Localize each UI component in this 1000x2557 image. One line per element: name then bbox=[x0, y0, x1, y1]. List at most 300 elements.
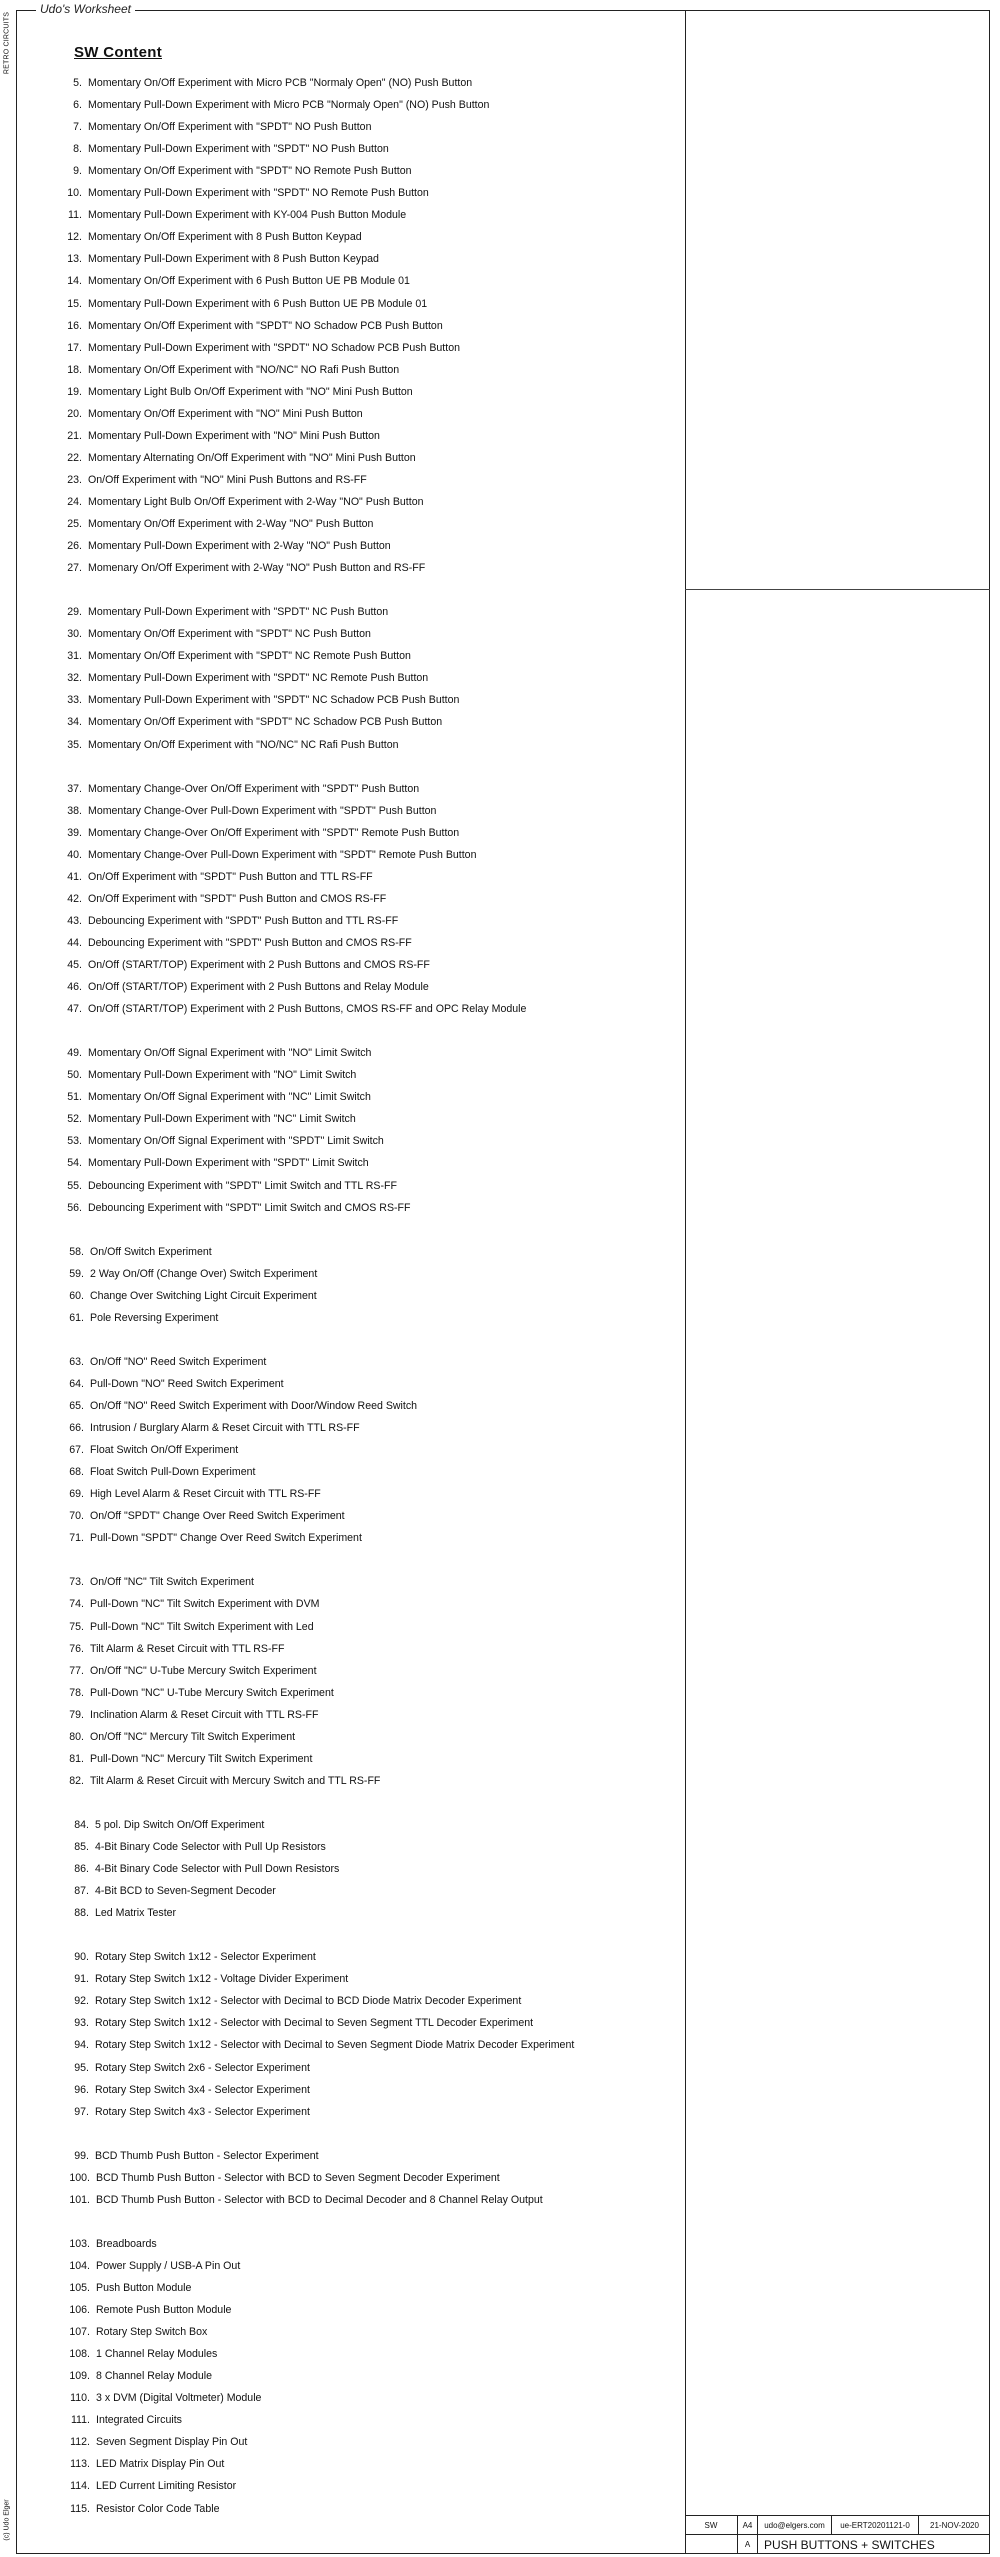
list-item-text: 4-Bit BCD to Seven-Segment Decoder bbox=[95, 1885, 276, 1897]
list-item-number: 9. bbox=[73, 165, 82, 177]
list-item-number: 6. bbox=[73, 99, 82, 111]
list-item-number: 59. bbox=[69, 1268, 84, 1280]
list-item bbox=[67, 540, 391, 552]
list-item-text: Pull-Down "NO" Reed Switch Experiment bbox=[90, 1378, 284, 1390]
list-item-text: Momentary On/Off Experiment with Micro PCB "Normaly Open" (NO) Push Button bbox=[88, 77, 473, 89]
list-item bbox=[69, 1422, 360, 1434]
list-item bbox=[69, 1753, 313, 1765]
list-item-number: 41. bbox=[67, 871, 82, 883]
list-item-number: 13. bbox=[67, 253, 82, 265]
list-item-text: Momentary Pull-Down Experiment with "SPDT" NO Remote Push Button bbox=[88, 187, 429, 199]
list-item-number: 87. bbox=[74, 1885, 89, 1897]
list-item-number: 39. bbox=[67, 827, 82, 839]
list-item bbox=[67, 496, 424, 508]
list-item-number: 93. bbox=[74, 2017, 89, 2029]
list-item bbox=[74, 1995, 522, 2007]
list-item-text: Rotary Step Switch 1x12 - Selector with Decimal to Seven Segment TTL Decoder Experiment bbox=[95, 2017, 534, 2029]
list-item-text: Debouncing Experiment with "SPDT" Limit Switch and TTL RS-FF bbox=[88, 1180, 397, 1192]
list-item-number: 37. bbox=[67, 783, 82, 795]
list-item-number: 77. bbox=[69, 1665, 84, 1677]
list-item-number: 49. bbox=[67, 1047, 82, 1059]
list-item-number: 52. bbox=[67, 1113, 82, 1125]
list-item-number: 63. bbox=[69, 1356, 84, 1368]
list-item bbox=[67, 628, 371, 640]
list-item-text: Pull-Down "NC" Tilt Switch Experiment with DVM bbox=[90, 1598, 320, 1610]
list-item-text: Tilt Alarm & Reset Circuit with TTL RS-FF bbox=[90, 1643, 285, 1655]
list-item-text: Momentary Pull-Down Experiment with "SPDT" NC Push Button bbox=[88, 606, 389, 618]
list-item-number: 75. bbox=[69, 1621, 84, 1633]
list-item-number: 20. bbox=[67, 408, 82, 420]
right-column-rule bbox=[685, 589, 990, 590]
list-item-text: Momentary On/Off Experiment with "NO/NC" NC Rafi Push Button bbox=[88, 739, 399, 751]
list-item bbox=[70, 2458, 225, 2470]
list-item-number: 10. bbox=[67, 187, 82, 199]
list-item bbox=[69, 2172, 500, 2184]
list-item-text: LED Current Limiting Resistor bbox=[96, 2480, 237, 2492]
list-item bbox=[67, 915, 399, 927]
list-item bbox=[69, 1665, 317, 1677]
list-item bbox=[69, 1444, 239, 1456]
list-item bbox=[67, 452, 416, 464]
list-item-text: 2 Way On/Off (Change Over) Switch Experiment bbox=[90, 1268, 318, 1280]
list-item-text: Inclination Alarm & Reset Circuit with TTL RS-FF bbox=[90, 1709, 319, 1721]
list-item-text: On/Off Experiment with "SPDT" Push Button and CMOS RS-FF bbox=[88, 893, 387, 905]
list-item bbox=[69, 1643, 285, 1655]
list-item-text: Pull-Down "SPDT" Change Over Reed Switch Experiment bbox=[90, 1532, 362, 1544]
list-item bbox=[69, 2370, 213, 2382]
list-item-text: Push Button Module bbox=[96, 2282, 192, 2294]
list-item-number: 76. bbox=[69, 1643, 84, 1655]
list-item bbox=[67, 187, 429, 199]
list-item-number: 32. bbox=[67, 672, 82, 684]
list-item-number: 65. bbox=[69, 1400, 84, 1412]
list-item-number: 100. bbox=[69, 2172, 90, 2184]
tb-code: SW bbox=[704, 2520, 718, 2530]
list-item-text: Momentary Pull-Down Experiment with "SPDT" Limit Switch bbox=[88, 1157, 369, 1169]
list-item-number: 105. bbox=[69, 2282, 90, 2294]
list-item-text: On/Off "NO" Reed Switch Experiment bbox=[90, 1356, 267, 1368]
list-item bbox=[70, 2503, 220, 2515]
list-item-number: 74. bbox=[69, 1598, 84, 1610]
list-item bbox=[69, 2348, 218, 2360]
list-item-text: Rotary Step Switch Box bbox=[96, 2326, 208, 2338]
list-item-text: On/Off "NO" Reed Switch Experiment with Door/Window Reed Switch bbox=[90, 1400, 418, 1412]
list-item-number: 12. bbox=[67, 231, 82, 243]
list-item-number: 22. bbox=[67, 452, 82, 464]
list-item bbox=[67, 231, 362, 243]
list-item-number: 24. bbox=[67, 496, 82, 508]
list-item-number: 111. bbox=[70, 2414, 90, 2426]
list-item-text: Seven Segment Display Pin Out bbox=[96, 2436, 248, 2448]
list-item-text: Pole Reversing Experiment bbox=[90, 1312, 219, 1324]
list-item bbox=[69, 2326, 208, 2338]
list-item bbox=[74, 1841, 326, 1853]
list-item bbox=[74, 1973, 349, 1985]
list-item-number: 67. bbox=[69, 1444, 84, 1456]
list-item-number: 15. bbox=[67, 298, 82, 310]
list-item bbox=[67, 275, 410, 287]
list-item-text: 1 Channel Relay Modules bbox=[96, 2348, 218, 2360]
list-item-number: 26. bbox=[67, 540, 82, 552]
list-item-text: Pull-Down "NC" Mercury Tilt Switch Experiment bbox=[90, 1753, 313, 1765]
list-item-text: Remote Push Button Module bbox=[96, 2304, 232, 2316]
list-item-text: 8 Channel Relay Module bbox=[96, 2370, 213, 2382]
list-item-number: 43. bbox=[67, 915, 82, 927]
list-item bbox=[69, 1775, 381, 1787]
list-item-number: 106. bbox=[69, 2304, 90, 2316]
list-item bbox=[67, 1047, 372, 1059]
list-item bbox=[69, 1268, 318, 1280]
list-item-text: On/Off Experiment with "SPDT" Push Button and TTL RS-FF bbox=[88, 871, 373, 883]
content-title: SW Content bbox=[74, 44, 162, 61]
list-item-text: On/Off (START/TOP) Experiment with 2 Push Buttons and CMOS RS-FF bbox=[88, 959, 430, 971]
list-item bbox=[67, 408, 363, 420]
list-item-text: Momentary Light Bulb On/Off Experiment with "NO" Mini Push Button bbox=[88, 386, 413, 398]
list-item bbox=[67, 1135, 384, 1147]
list-item-number: 56. bbox=[67, 1202, 82, 1214]
tb-email: udo@elgers.com bbox=[757, 2516, 831, 2534]
list-item bbox=[67, 430, 380, 442]
list-item bbox=[74, 1951, 316, 1963]
list-item-text: On/Off (START/TOP) Experiment with 2 Push Buttons, CMOS RS-FF and OPC Relay Module bbox=[88, 1003, 527, 1015]
list-item bbox=[69, 2304, 232, 2316]
list-item-number: 8. bbox=[73, 143, 82, 155]
list-item-text: Momentary On/Off Experiment with 6 Push Button UE PB Module 01 bbox=[88, 275, 410, 287]
list-item bbox=[70, 2436, 248, 2448]
list-item-number: 66. bbox=[69, 1422, 84, 1434]
tb-revision: A bbox=[737, 2535, 757, 2554]
list-item-text: BCD Thumb Push Button - Selector with BCD to Seven Segment Decoder Experiment bbox=[96, 2172, 500, 2184]
list-item bbox=[70, 2414, 182, 2426]
list-item-text: Momentary Change-Over On/Off Experiment with "SPDT" Push Button bbox=[88, 783, 420, 795]
list-item-number: 38. bbox=[67, 805, 82, 817]
list-item-text: On/Off "NC" Tilt Switch Experiment bbox=[90, 1576, 254, 1588]
list-item bbox=[69, 1576, 254, 1588]
list-item bbox=[74, 1863, 340, 1875]
list-item bbox=[67, 694, 460, 706]
list-item bbox=[67, 1091, 371, 1103]
list-item bbox=[74, 2017, 534, 2029]
list-item-number: 109. bbox=[69, 2370, 90, 2382]
list-item-number: 69. bbox=[69, 1488, 84, 1500]
list-item-text: Momentary Pull-Down Experiment with "NO" Mini Push Button bbox=[88, 430, 380, 442]
list-item bbox=[67, 364, 400, 376]
list-item-text: Tilt Alarm & Reset Circuit with Mercury Switch and TTL RS-FF bbox=[90, 1775, 381, 1787]
list-item-text: Momentary Pull-Down Experiment with "NC" Limit Switch bbox=[88, 1113, 356, 1125]
list-item bbox=[69, 2282, 192, 2294]
list-item-number: 101. bbox=[69, 2194, 90, 2206]
list-item bbox=[69, 2194, 543, 2206]
list-item bbox=[73, 121, 372, 133]
list-item bbox=[67, 672, 429, 684]
list-item-number: 16. bbox=[67, 320, 82, 332]
list-item-number: 25. bbox=[67, 518, 82, 530]
list-item bbox=[74, 2106, 310, 2118]
list-item bbox=[69, 1488, 321, 1500]
list-item-number: 79. bbox=[69, 1709, 84, 1721]
list-item-number: 14. bbox=[67, 275, 82, 287]
list-item-text: Rotary Step Switch 4x3 - Selector Experiment bbox=[95, 2106, 310, 2118]
sheet-label: Udo's Worksheet bbox=[36, 2, 135, 16]
list-item-number: 27. bbox=[67, 562, 82, 574]
list-item-text: Momentary Pull-Down Experiment with 2-Way "NO" Push Button bbox=[88, 540, 391, 552]
list-item-text: Momentary On/Off Experiment with 2-Way "NO" Push Button bbox=[88, 518, 374, 530]
list-item bbox=[67, 849, 477, 861]
list-item-text: Change Over Switching Light Circuit Experiment bbox=[90, 1290, 317, 1302]
list-item-number: 55. bbox=[67, 1180, 82, 1192]
list-item-number: 42. bbox=[67, 893, 82, 905]
list-item bbox=[70, 2480, 237, 2492]
list-item-number: 68. bbox=[69, 1466, 84, 1478]
list-item bbox=[67, 386, 413, 398]
list-item-text: Momenary On/Off Experiment with 2-Way "NO" Push Button and RS-FF bbox=[88, 562, 426, 574]
list-item bbox=[67, 1157, 369, 1169]
list-item-number: 80. bbox=[69, 1731, 84, 1743]
tb-blank bbox=[685, 2535, 737, 2554]
list-item-number: 51. bbox=[67, 1091, 82, 1103]
list-item bbox=[69, 1378, 284, 1390]
list-item bbox=[74, 2039, 575, 2051]
list-item-text: Power Supply / USB-A Pin Out bbox=[96, 2260, 241, 2272]
list-item-text: Momentary Pull-Down Experiment with "SPDT" NC Remote Push Button bbox=[88, 672, 429, 684]
list-item-text: Momentary Change-Over Pull-Down Experiment with "SPDT" Push Button bbox=[88, 805, 437, 817]
list-item-number: 71. bbox=[69, 1532, 84, 1544]
list-item-number: 21. bbox=[67, 430, 82, 442]
list-item bbox=[67, 739, 399, 751]
list-item-text: Momentary Pull-Down Experiment with KY-004 Push Button Module bbox=[88, 209, 407, 221]
list-item-number: 88. bbox=[74, 1907, 89, 1919]
list-item-number: 46. bbox=[67, 981, 82, 993]
list-item bbox=[67, 1069, 357, 1081]
list-item-number: 61. bbox=[69, 1312, 84, 1324]
list-item bbox=[74, 2084, 310, 2096]
list-item bbox=[67, 342, 460, 354]
list-item bbox=[73, 143, 389, 155]
list-item-text: Rotary Step Switch 1x12 - Voltage Divider Experiment bbox=[95, 1973, 349, 1985]
list-item-text: High Level Alarm & Reset Circuit with TTL RS-FF bbox=[90, 1488, 321, 1500]
list-item-number: 92. bbox=[74, 1995, 89, 2007]
list-item-number: 29. bbox=[67, 606, 82, 618]
list-item-text: 4-Bit Binary Code Selector with Pull Up Resistors bbox=[95, 1841, 326, 1853]
list-item bbox=[73, 99, 490, 111]
list-item bbox=[67, 650, 411, 662]
list-item-number: 112. bbox=[70, 2436, 90, 2448]
list-item-number: 44. bbox=[67, 937, 82, 949]
list-item bbox=[70, 2392, 262, 2404]
list-item-text: Debouncing Experiment with "SPDT" Limit Switch and CMOS RS-FF bbox=[88, 1202, 411, 1214]
list-item-text: Momentary On/Off Experiment with "SPDT" NC Push Button bbox=[88, 628, 371, 640]
list-item bbox=[67, 893, 387, 905]
list-item-number: 7. bbox=[73, 121, 82, 133]
list-item bbox=[67, 298, 428, 310]
list-item-text: Rotary Step Switch 2x6 - Selector Experiment bbox=[95, 2062, 310, 2074]
list-item bbox=[69, 1400, 418, 1412]
list-item-text: 4-Bit Binary Code Selector with Pull Down Resistors bbox=[95, 1863, 340, 1875]
title-block bbox=[685, 2515, 990, 2554]
list-item-text: 5 pol. Dip Switch On/Off Experiment bbox=[95, 1819, 265, 1831]
list-item bbox=[69, 1312, 219, 1324]
list-item-number: 91. bbox=[74, 1973, 89, 1985]
list-item bbox=[67, 959, 430, 971]
list-item-number: 81. bbox=[69, 1753, 84, 1765]
list-item-text: Momentary On/Off Signal Experiment with "SPDT" Limit Switch bbox=[88, 1135, 384, 1147]
list-item bbox=[67, 716, 443, 728]
list-item bbox=[67, 474, 367, 486]
list-item-text: Momentary Pull-Down Experiment with "SPDT" NO Push Button bbox=[88, 143, 389, 155]
list-item-text: Momentary Pull-Down Experiment with "SPDT" NO Schadow PCB Push Button bbox=[88, 342, 460, 354]
side-label-top: RETRO CIRCUITS bbox=[3, 11, 11, 75]
list-item bbox=[69, 1466, 256, 1478]
list-item-text: Momentary On/Off Signal Experiment with "NO" Limit Switch bbox=[88, 1047, 372, 1059]
list-item bbox=[74, 1819, 265, 1831]
list-item-number: 82. bbox=[69, 1775, 84, 1787]
list-item-text: Momentary Light Bulb On/Off Experiment with 2-Way "NO" Push Button bbox=[88, 496, 424, 508]
list-item-text: Rotary Step Switch 3x4 - Selector Experiment bbox=[95, 2084, 310, 2096]
list-item-number: 53. bbox=[67, 1135, 82, 1147]
list-item-number: 45. bbox=[67, 959, 82, 971]
list-item-text: Momentary Change-Over On/Off Experiment with "SPDT" Remote Push Button bbox=[88, 827, 460, 839]
list-item-text: On/Off "NC" Mercury Tilt Switch Experiment bbox=[90, 1731, 296, 1743]
list-item-number: 70. bbox=[69, 1510, 84, 1522]
list-item-text: Momentary On/Off Experiment with "SPDT" NO Schadow PCB Push Button bbox=[88, 320, 443, 332]
list-item bbox=[67, 562, 426, 574]
list-item-number: 95. bbox=[74, 2062, 89, 2074]
list-item-number: 23. bbox=[67, 474, 82, 486]
list-item bbox=[69, 1356, 267, 1368]
list-item-text: Pull-Down "NC" U-Tube Mercury Switch Experiment bbox=[90, 1687, 334, 1699]
list-item bbox=[67, 1202, 411, 1214]
list-item-text: Float Switch On/Off Experiment bbox=[90, 1444, 239, 1456]
list-item-number: 108. bbox=[69, 2348, 90, 2360]
list-item-number: 50. bbox=[67, 1069, 82, 1081]
list-item bbox=[73, 165, 412, 177]
column-divider bbox=[685, 10, 686, 2554]
list-item-text: Momentary On/Off Experiment with "NO/NC" NO Rafi Push Button bbox=[88, 364, 400, 376]
list-item bbox=[67, 320, 443, 332]
list-item-number: 47. bbox=[67, 1003, 82, 1015]
list-item-number: 31. bbox=[67, 650, 82, 662]
list-item-number: 64. bbox=[69, 1378, 84, 1390]
list-item-text: Resistor Color Code Table bbox=[96, 2503, 220, 2515]
list-item bbox=[67, 827, 460, 839]
list-item-number: 96. bbox=[74, 2084, 89, 2096]
list-item bbox=[67, 805, 437, 817]
list-item-number: 113. bbox=[70, 2458, 90, 2470]
list-item-number: 33. bbox=[67, 694, 82, 706]
list-item-text: Momentary Pull-Down Experiment with "NO" Limit Switch bbox=[88, 1069, 357, 1081]
list-item-number: 104. bbox=[69, 2260, 90, 2272]
list-item bbox=[67, 1113, 356, 1125]
list-item-number: 90. bbox=[74, 1951, 89, 1963]
tb-doc-id: ue-ERT20201121-0 bbox=[831, 2516, 918, 2534]
tb-format: A4 bbox=[737, 2516, 757, 2534]
list-item-text: Breadboards bbox=[96, 2238, 157, 2250]
list-item-number: 19. bbox=[67, 386, 82, 398]
list-item-number: 86. bbox=[74, 1863, 89, 1875]
tb-title: PUSH BUTTONS + SWITCHES bbox=[757, 2535, 990, 2554]
list-item-text: LED Matrix Display Pin Out bbox=[96, 2458, 225, 2470]
list-item-text: Momentary Pull-Down Experiment with Micro PCB "Normaly Open" (NO) Push Button bbox=[88, 99, 490, 111]
list-item-text: Momentary Alternating On/Off Experiment with "NO" Mini Push Button bbox=[88, 452, 416, 464]
list-item bbox=[69, 1687, 334, 1699]
list-item bbox=[69, 1290, 317, 1302]
list-item bbox=[67, 518, 374, 530]
list-item bbox=[69, 1621, 314, 1633]
list-item bbox=[67, 937, 412, 949]
list-item-number: 35. bbox=[67, 739, 82, 751]
list-item-text: Momentary Change-Over Pull-Down Experiment with "SPDT" Remote Push Button bbox=[88, 849, 477, 861]
list-item-number: 54. bbox=[67, 1157, 82, 1169]
list-item bbox=[74, 1885, 276, 1897]
list-item bbox=[74, 2062, 310, 2074]
list-item-number: 114. bbox=[70, 2480, 90, 2492]
list-item-text: On/Off Switch Experiment bbox=[90, 1246, 212, 1258]
list-item bbox=[69, 1246, 212, 1258]
list-item-text: Rotary Step Switch 1x12 - Selector with Decimal to Seven Segment Diode Matrix Decoder Experiment bbox=[95, 2039, 575, 2051]
list-item bbox=[69, 1731, 296, 1743]
list-item-number: 34. bbox=[67, 716, 82, 728]
list-item-text: On/Off "SPDT" Change Over Reed Switch Experiment bbox=[90, 1510, 345, 1522]
list-item bbox=[69, 1510, 345, 1522]
list-item-text: Intrusion / Burglary Alarm & Reset Circuit with TTL RS-FF bbox=[90, 1422, 360, 1434]
list-item bbox=[67, 253, 379, 265]
list-item-number: 94. bbox=[74, 2039, 89, 2051]
list-item bbox=[69, 1532, 362, 1544]
list-item-number: 30. bbox=[67, 628, 82, 640]
list-item-text: Float Switch Pull-Down Experiment bbox=[90, 1466, 256, 1478]
list-item bbox=[69, 2238, 157, 2250]
list-item-text: Momentary Pull-Down Experiment with 6 Push Button UE PB Module 01 bbox=[88, 298, 428, 310]
list-item-text: BCD Thumb Push Button - Selector with BCD to Decimal Decoder and 8 Channel Relay Output bbox=[96, 2194, 543, 2206]
list-item-number: 99. bbox=[74, 2150, 89, 2162]
list-item bbox=[67, 783, 420, 795]
list-item-number: 78. bbox=[69, 1687, 84, 1699]
list-item-text: Momentary On/Off Experiment with "SPDT" NC Remote Push Button bbox=[88, 650, 411, 662]
list-item-text: Momentary Pull-Down Experiment with 8 Push Button Keypad bbox=[88, 253, 379, 265]
list-item-text: Momentary Pull-Down Experiment with "SPDT" NC Schadow PCB Push Button bbox=[88, 694, 460, 706]
list-item-number: 84. bbox=[74, 1819, 89, 1831]
list-item bbox=[69, 1598, 320, 1610]
list-item-text: Momentary On/Off Experiment with 8 Push Button Keypad bbox=[88, 231, 362, 243]
title-block-row-1 bbox=[685, 2515, 990, 2534]
list-item bbox=[68, 209, 407, 221]
list-item-text: Momentary On/Off Experiment with "NO" Mini Push Button bbox=[88, 408, 363, 420]
list-item bbox=[67, 871, 373, 883]
tb-date: 21-NOV-2020 bbox=[918, 2516, 990, 2534]
list-item-number: 110. bbox=[70, 2392, 90, 2404]
list-item-text: Led Matrix Tester bbox=[95, 1907, 177, 1919]
list-item-text: Momentary On/Off Experiment with "SPDT" NC Schadow PCB Push Button bbox=[88, 716, 443, 728]
list-item-text: Debouncing Experiment with "SPDT" Push Button and TTL RS-FF bbox=[88, 915, 399, 927]
list-item-text: Rotary Step Switch 1x12 - Selector Experiment bbox=[95, 1951, 316, 1963]
list-item-number: 5. bbox=[73, 77, 82, 89]
list-item bbox=[67, 981, 429, 993]
list-item-number: 18. bbox=[67, 364, 82, 376]
list-item-text: On/Off (START/TOP) Experiment with 2 Push Buttons and Relay Module bbox=[88, 981, 429, 993]
list-item bbox=[69, 1709, 319, 1721]
list-item-text: On/Off Experiment with "NO" Mini Push Buttons and RS-FF bbox=[88, 474, 367, 486]
list-item-number: 107. bbox=[69, 2326, 90, 2338]
list-item-text: On/Off "NC" U-Tube Mercury Switch Experiment bbox=[90, 1665, 317, 1677]
list-item-text: Pull-Down "NC" Tilt Switch Experiment with Led bbox=[90, 1621, 314, 1633]
list-item bbox=[69, 2260, 241, 2272]
list-item-text: Momentary On/Off Experiment with "SPDT" NO Push Button bbox=[88, 121, 372, 133]
list-item-number: 73. bbox=[69, 1576, 84, 1588]
list-item-number: 17. bbox=[67, 342, 82, 354]
list-item-number: 103. bbox=[69, 2238, 90, 2250]
list-item-text: Debouncing Experiment with "SPDT" Push Button and CMOS RS-FF bbox=[88, 937, 412, 949]
list-item-text: BCD Thumb Push Button - Selector Experiment bbox=[95, 2150, 319, 2162]
